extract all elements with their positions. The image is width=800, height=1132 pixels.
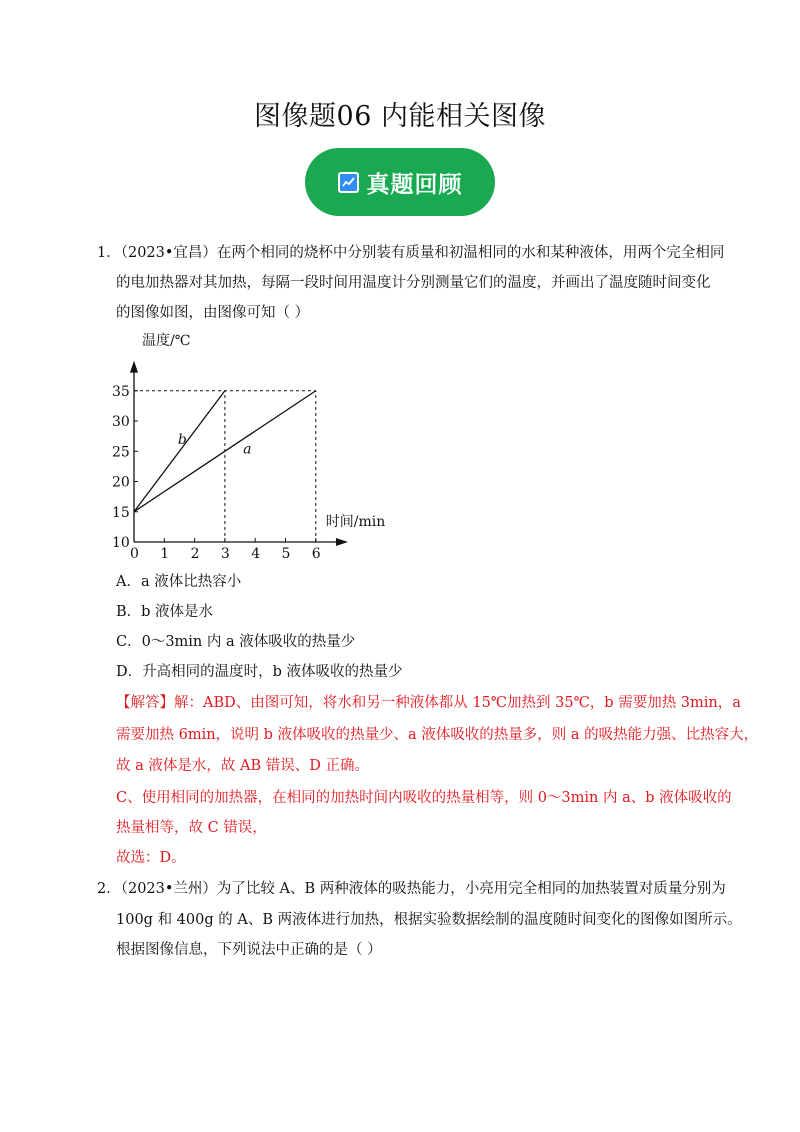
series-label-a: a [243,441,252,458]
q1-line: 1．（2023•宜昌）在两个相同的烧杯中分别装有质量和初温相同的水和某种液体，用两个完全相同 [97,245,725,261]
y-tick-label: 15 [112,504,130,521]
q1-answer-line: 热量相等，故 C 错误， [116,820,267,836]
series-line-b [134,391,225,512]
section-badge-label: 真题回顾 [366,171,463,198]
chart-trend-icon [338,172,359,193]
q2-line: 100g 和 400g 的 A、B 两液体进行加热，根据实验数据绘制的温度随时间变化的图像如图所示。 [116,912,742,928]
q1-answer-line: 故选：D。 [116,850,186,866]
x-tick-label: 5 [281,546,291,562]
y-axis-arrow [130,361,138,373]
y-tick-label: 25 [112,444,130,461]
q1-option-c: C．0～3min 内 a 液体吸收的热量少 [116,634,356,650]
q1-answer-line: 【解答】解：ABD、由图可知，将水和另一种液体都从 15℃加热到 35℃，b 需要加热 3min，a [116,695,741,711]
temperature-time-chart [110,330,400,568]
section-badge [305,148,495,216]
x-tick-label: 2 [190,546,200,562]
y-tick-label: 10 [112,535,130,551]
x-tick-label: 6 [311,546,321,562]
q1-answer-line: 需要加热 6min，说明 b 液体吸收的热量少、a 液体吸收的热量多，则 a 的吸热能力强、比热容大， [116,727,759,743]
q1-line: 的图像如图，由图像可知（ ） [116,305,310,321]
y-tick-label: 35 [112,383,130,400]
q1-option-b: B．b 液体是水 [116,604,214,620]
q2-line: 2．（2023•兰州）为了比较 A、B 两种液体的吸热能力，小亮用完全相同的加热装置对质量分别为 [97,881,726,897]
q2-line: 根据图像信息，下列说法中正确的是（ ） [116,942,382,958]
page-title: 图像题06 内能相关图像 [254,101,546,132]
y-tick-label: 30 [112,414,130,430]
series-label-b: b [177,431,187,448]
q1-answer-line: 故 a 液体是水，故 AB 错误、D 正确。 [116,758,369,774]
y-tick-label: 20 [112,474,130,491]
q1-line: 的电加热器对其加热，每隔一段时间用温度计分别测量它们的温度，并画出了温度随时间变化 [116,275,711,291]
x-tick-label: 0 [130,546,139,562]
q1-option-a: A．a 液体比热容小 [116,574,242,590]
x-tick-label: 3 [220,546,230,562]
q1-option-d: D．升高相同的温度时，b 液体吸收的热量少 [116,664,403,680]
q1-answer-line: C、使用相同的加热器，在相同的加热时间内吸收的热量相等，则 0～3min 内 a、b 液体吸收的 [116,790,732,806]
x-tick-label: 4 [251,546,261,562]
x-axis-arrow [336,538,348,546]
y-axis-label: 温度/℃ [142,333,191,349]
x-axis-label: 时间/min [325,514,386,530]
x-tick-label: 1 [160,546,170,562]
